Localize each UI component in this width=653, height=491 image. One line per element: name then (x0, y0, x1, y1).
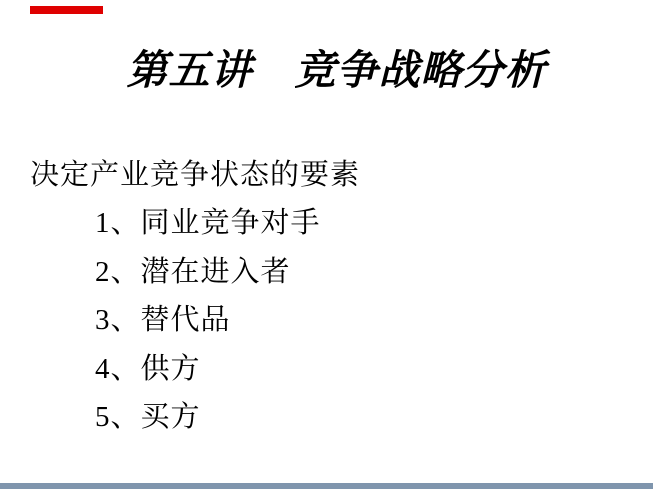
list-item-2: 2、潜在进入者 (95, 255, 291, 288)
slide-body (30, 148, 643, 439)
body-heading: 决定产业竞争状态的要素 (30, 158, 361, 191)
list-item-1: 1、同业竞争对手 (95, 207, 321, 240)
list-item-3: 3、替代品 (95, 304, 231, 337)
red-accent-bar (30, 6, 103, 14)
bottom-rule-bar (0, 483, 653, 489)
list-item-4: 4、供方 (95, 352, 201, 385)
list-item-5: 5、买方 (95, 401, 201, 434)
slide-title: 第五讲 竞争战略分析 (126, 47, 547, 93)
